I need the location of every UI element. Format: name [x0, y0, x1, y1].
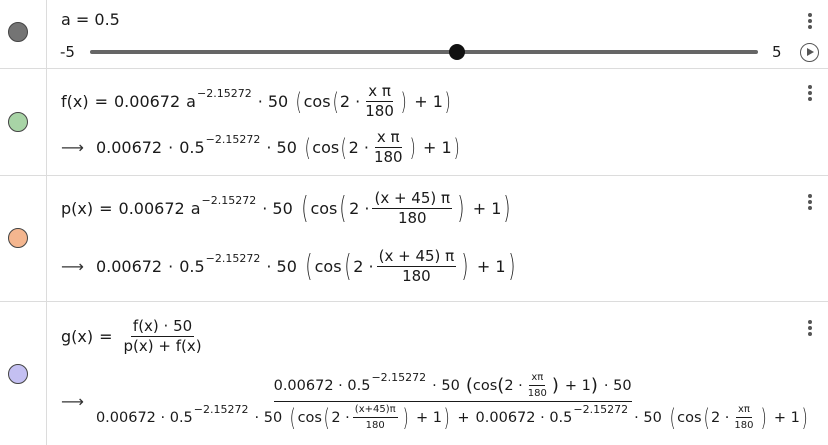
f-var: a: [186, 92, 196, 111]
p-frac-num: (x + 45) π: [374, 189, 451, 207]
g-den-times50-2: · 50: [634, 409, 662, 426]
g-den-inner-num2: xπ: [736, 404, 752, 418]
g-eval-fraction: [96, 372, 809, 431]
g-eval-numerator: [274, 372, 632, 402]
row-gutter: [0, 302, 47, 445]
g-den-times50-1: · 50: [254, 409, 283, 426]
p-eval-frac-den: 180: [402, 267, 431, 285]
g-den-inner-fraction2: [732, 404, 755, 431]
g-num-two: 2 ·: [504, 377, 523, 394]
g-num-inner-fraction: [526, 372, 549, 399]
f-frac-den: 180: [365, 102, 394, 120]
arrow-icon: ⟶: [61, 138, 84, 157]
visibility-toggle-p[interactable]: [8, 228, 28, 248]
slider-max-label: 5: [772, 43, 782, 61]
g-eval-denominator: [96, 402, 809, 431]
g-num-cos: cos: [472, 377, 498, 394]
f-evaluated: ⟶ 0.00672 · 0.5 −2.15272 · 50 ( cos ( 2 · $\frac{\text{x π}}{180}$ ) + 1 ): [61, 128, 460, 166]
paren-close: ): [503, 190, 511, 226]
function-row-g: [0, 302, 828, 445]
g-lhs: g(x): [61, 327, 94, 346]
p-eval-frac-num: (x + 45) π: [378, 247, 455, 265]
f-lhs: f(x): [61, 92, 89, 111]
g-evaluated: [61, 372, 809, 431]
paren-open: (: [289, 403, 296, 432]
g-num-inner-num: xπ: [529, 372, 545, 386]
paren-open: (: [332, 87, 339, 116]
paren-open: (: [304, 133, 311, 162]
paren-close: ): [551, 375, 559, 396]
g-den-exponent2: −2.15272: [573, 403, 629, 416]
paren-close: ): [402, 403, 409, 432]
more-menu-icon[interactable]: [806, 85, 814, 103]
visibility-toggle-f[interactable]: [8, 112, 28, 132]
paren-close: ): [443, 403, 450, 432]
paren-close: ): [461, 248, 469, 284]
slider-min-label: -5: [60, 43, 75, 61]
g-den-exponent1: −2.15272: [193, 403, 249, 416]
more-menu-icon[interactable]: [806, 194, 814, 212]
paren-close: ): [590, 375, 598, 396]
arrow-icon: ⟶: [61, 392, 84, 411]
p-eval-times50: · 50: [266, 257, 297, 276]
p-eq: =: [99, 199, 113, 218]
paren-open: (: [343, 248, 351, 284]
paren-close: ): [457, 190, 465, 226]
f-eval-coef: 0.00672: [95, 138, 163, 157]
arrow-icon: ⟶: [61, 257, 84, 276]
paren-open: (: [301, 190, 309, 226]
slider-definition-text: a = 0.5: [61, 10, 120, 29]
g-den-coef2: 0.00672 · 0.5: [475, 409, 573, 426]
f-coef: 0.00672: [114, 92, 181, 111]
slider-track[interactable]: [90, 50, 758, 54]
f-eval-exponent: −2.15272: [205, 133, 261, 146]
more-menu-icon[interactable]: [806, 13, 814, 31]
paren-open: (: [465, 375, 473, 396]
g-num-tail50: · 50: [603, 377, 632, 394]
f-eval-cos: cos: [312, 138, 340, 157]
f-eval-base: 0.5: [179, 138, 205, 157]
paren-open: (: [305, 248, 313, 284]
f-eval-frac-den: 180: [373, 148, 403, 166]
paren-close: ): [760, 403, 767, 432]
g-den-inner-den1: 180: [365, 420, 385, 431]
paren-close: ): [507, 248, 515, 284]
p-eval-two: 2 ·: [353, 257, 374, 276]
paren-close: ): [400, 87, 407, 116]
p-coef: 0.00672: [118, 199, 185, 218]
p-fraction: [372, 190, 452, 227]
f-eval-times50: · 50: [266, 138, 297, 157]
p-plus1: + 1: [472, 199, 502, 218]
f-definition[interactable]: [61, 83, 452, 120]
p-definition[interactable]: [61, 190, 513, 227]
f-frac-num: x π: [368, 82, 391, 100]
g-den-plus1-1: + 1: [416, 409, 443, 426]
paren-open: (: [497, 375, 505, 396]
function-row-p: [0, 176, 828, 302]
row-gutter: [0, 69, 47, 175]
p-times50: · 50: [262, 199, 293, 218]
p-eval-coef: 0.00672: [95, 257, 163, 276]
p-eval-base: 0.5: [179, 257, 205, 276]
paren-close: ): [453, 133, 460, 162]
paren-close: ): [801, 403, 808, 432]
g-frac-num: f(x) · 50: [132, 317, 193, 335]
g-num-inner-den: 180: [527, 388, 547, 399]
g-den-two1: 2 ·: [331, 409, 350, 426]
p-lhs: p(x): [61, 199, 94, 218]
paren-close: ): [409, 133, 416, 162]
paren-open: (: [323, 403, 330, 432]
g-den-cos1: cos: [297, 409, 322, 426]
f-eval-fraction: [372, 129, 405, 166]
f-two: 2 ·: [339, 92, 361, 111]
g-num-coef: 0.00672 · 0.5: [273, 377, 371, 394]
g-den-plus: +: [457, 409, 470, 426]
g-frac-den: p(x) + f(x): [123, 337, 202, 355]
paren-open: (: [340, 133, 347, 162]
function-row-f: [0, 69, 828, 176]
f-eval-plus1: + 1: [422, 138, 452, 157]
p-var: a: [190, 199, 201, 218]
p-exponent: −2.15272: [201, 194, 257, 207]
f-fraction: [363, 83, 396, 120]
g-fraction: [122, 318, 204, 355]
p-eval-cos: cos: [314, 257, 342, 276]
f-eq: =: [94, 92, 108, 111]
p-eval-plus1: + 1: [476, 257, 506, 276]
g-den-coef1: 0.00672 · 0.5: [95, 409, 193, 426]
f-plus1: + 1: [414, 92, 443, 111]
g-den-plus1-2: + 1: [773, 409, 800, 426]
p-two: 2 ·: [349, 199, 370, 218]
g-eq: =: [99, 327, 113, 346]
visibility-toggle-g[interactable]: [8, 364, 28, 384]
p-eval-exponent: −2.15272: [205, 252, 261, 265]
p-cos: cos: [310, 199, 338, 218]
paren-open: (: [703, 403, 710, 432]
f-eval-frac-num: x π: [376, 128, 400, 146]
row-gutter: [0, 176, 47, 301]
paren-open: (: [339, 190, 347, 226]
g-den-cos2: cos: [677, 409, 702, 426]
g-den-inner-den2: 180: [734, 420, 754, 431]
row-gutter: [0, 0, 47, 68]
visibility-toggle-a[interactable]: [8, 22, 28, 42]
paren-open: (: [295, 87, 302, 116]
p-evaluated: ⟶ 0.00672 · 0.5 −2.15272 · 50 ( cos ( 2 · $\frac{(x + 45) \pi}{180}$ ) + 1 ): [61, 247, 515, 285]
f-exponent: −2.15272: [196, 87, 252, 100]
slider-row-a: [0, 0, 828, 69]
g-den-two2: 2 ·: [710, 409, 730, 426]
p-eval-fraction: [377, 248, 457, 285]
slider-definition[interactable]: [61, 10, 120, 29]
paren-close: ): [444, 87, 451, 116]
paren-open: (: [669, 403, 676, 432]
f-times50: · 50: [257, 92, 289, 111]
play-icon[interactable]: [800, 43, 819, 62]
slider-thumb[interactable]: [449, 44, 465, 60]
g-den-inner-fraction1: [353, 404, 398, 431]
f-eval-two: 2 ·: [348, 138, 369, 157]
g-num-times50: · 50: [432, 377, 460, 394]
g-num-plus1: + 1: [564, 377, 591, 394]
more-menu-icon[interactable]: [806, 320, 814, 338]
g-num-exponent: −2.15272: [371, 371, 427, 384]
g-den-inner-num1: (x+45)π: [353, 404, 398, 418]
f-cos: cos: [303, 92, 331, 111]
g-definition[interactable]: [61, 318, 207, 355]
p-frac-den: 180: [397, 209, 427, 227]
